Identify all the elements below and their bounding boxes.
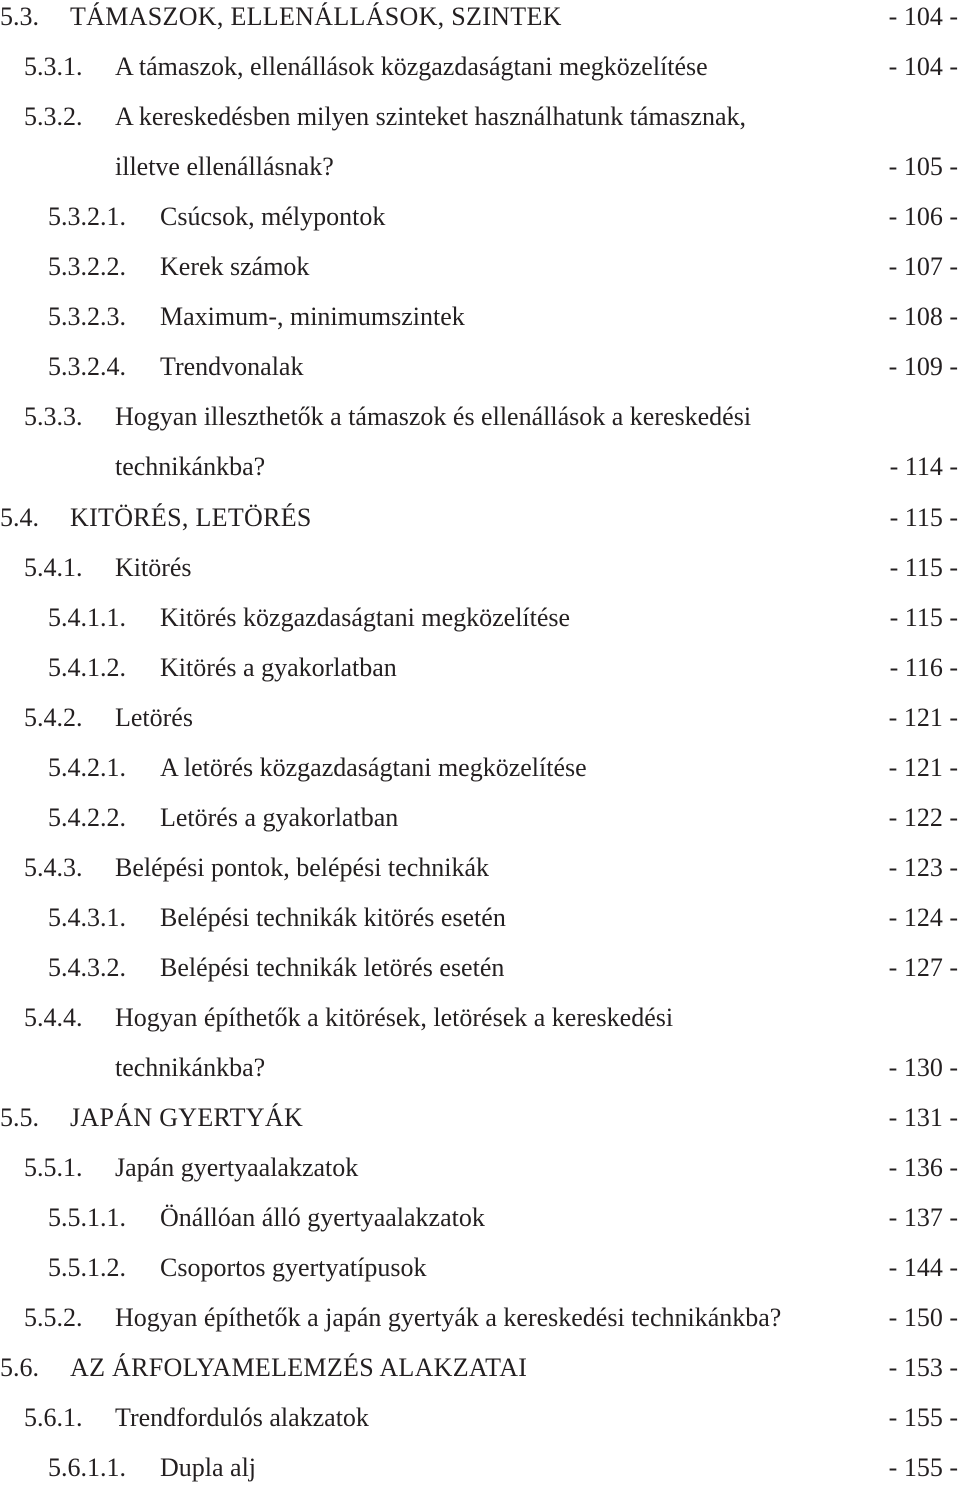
toc-entry-page: - 150 - <box>888 1303 958 1333</box>
toc-entry-title: Maximum-, minimumszintek <box>160 302 465 332</box>
toc-entry-page: - 105 - <box>888 152 958 182</box>
toc-entry-number: 5.4.3. <box>24 852 83 882</box>
toc-entry-title: A letörés közgazdaságtani megközelítése <box>160 752 587 782</box>
toc-entry-title: Csúcsok, mélypontok <box>160 202 386 232</box>
toc-entry <box>0 1002 960 1052</box>
toc-entry <box>0 552 960 602</box>
toc-entry <box>0 802 960 852</box>
toc-entry-title: technikánkba? <box>115 1053 266 1083</box>
toc-entry-number: 5.4.4. <box>24 1003 83 1032</box>
toc-entry <box>0 1152 960 1202</box>
toc-entry-title: Kitörés <box>115 552 192 582</box>
toc-entry-number: 5.4.3.2. <box>48 952 126 982</box>
toc-entry-title: Hogyan építhetők a kitörések, letörések a kereskedési <box>115 1003 674 1032</box>
toc-entry-number: 5.3.2.3. <box>48 302 126 332</box>
toc-entry-number: 5.6. <box>0 1353 39 1383</box>
toc-entry-page: - 115 - <box>889 602 958 632</box>
toc-entry-title: Japán gyertyaalakzatok <box>115 1153 359 1183</box>
toc-entry-page: - 121 - <box>888 702 958 732</box>
toc-entry-number: 5.4. <box>0 502 39 532</box>
toc-entry <box>0 101 960 151</box>
toc-entry <box>0 151 960 201</box>
toc-entry-title: Letörés <box>115 702 193 732</box>
toc-entry-title: JAPÁN GYERTYÁK <box>70 1103 304 1133</box>
toc-entry <box>0 952 960 1002</box>
toc-entry <box>0 1402 960 1452</box>
toc-entry <box>0 351 960 401</box>
toc-entry-page: - 115 - <box>889 502 958 532</box>
toc-entry-title: Trendfordulós alakzatok <box>115 1403 369 1433</box>
toc-entry-page: - 122 - <box>888 802 958 832</box>
toc-entry <box>0 702 960 752</box>
toc-entry-page: - 136 - <box>888 1153 958 1183</box>
toc-entry-page: - 107 - <box>888 252 958 282</box>
toc-entry-title: Belépési pontok, belépési technikák <box>115 852 490 882</box>
toc-entry-page: - 137 - <box>888 1203 958 1233</box>
toc-entry-number: 5.4.3.1. <box>48 902 126 932</box>
toc-entry <box>0 752 960 802</box>
toc-entry-number: 5.3. <box>0 2 39 31</box>
toc-entry-number: 5.4.2. <box>24 702 83 732</box>
toc-entry-title: A támaszok, ellenállások közgazdaságtani megközelítése <box>115 52 708 82</box>
toc-entry-title: Hogyan építhetők a japán gyertyák a kereskedési technikánkba? <box>115 1303 782 1333</box>
toc-entry-page: - 144 - <box>888 1253 958 1283</box>
toc-entry-number: 5.4.2.1. <box>48 752 126 782</box>
toc-entry-number: 5.3.2.4. <box>48 352 126 382</box>
toc-entry-page: - 124 - <box>888 902 958 932</box>
toc-entry-number: 5.5.2. <box>24 1303 83 1333</box>
toc-entry-page: - 153 - <box>888 1353 958 1383</box>
toc-entry-title: Letörés a gyakorlatban <box>160 802 399 832</box>
toc-entry-page: - 108 - <box>888 302 958 332</box>
toc-entry <box>0 51 960 101</box>
toc-entry-page: - 106 - <box>888 202 958 232</box>
toc-entry-title: technikánkba? <box>115 452 266 482</box>
toc-entry-page: - 127 - <box>888 952 958 982</box>
toc-entry <box>0 201 960 251</box>
toc-entry-page: - 116 - <box>889 652 958 682</box>
toc-entry <box>0 1052 960 1102</box>
toc-entry <box>0 502 960 552</box>
toc-entry-page: - 114 - <box>889 452 958 482</box>
toc-entry <box>0 1452 960 1502</box>
toc-entry <box>0 1252 960 1302</box>
toc-entry-title: Csoportos gyertyatípusok <box>160 1253 427 1283</box>
toc-entry-page: - 121 - <box>888 752 958 782</box>
toc-entry <box>0 1102 960 1152</box>
toc-entry-number: 5.4.1. <box>24 552 83 582</box>
toc-entry-title: Kitörés a gyakorlatban <box>160 652 397 682</box>
toc-entry-number: 5.3.2.1. <box>48 202 126 232</box>
toc-entry-title: KITÖRÉS, LETÖRÉS <box>70 502 312 532</box>
toc-entry-page: - 155 - <box>888 1403 958 1433</box>
toc-entry <box>0 1352 960 1402</box>
toc-entry-page: - 104 - <box>888 2 958 31</box>
toc-entry-page: - 123 - <box>888 852 958 882</box>
toc-entry-page: - 115 - <box>889 552 958 582</box>
toc-entry-title: Önállóan álló gyertyaalakzatok <box>160 1203 485 1233</box>
toc-entry-number: 5.3.3. <box>24 402 83 432</box>
toc-entry-number: 5.4.2.2. <box>48 802 126 832</box>
toc-entry-title: Trendvonalak <box>160 352 304 382</box>
toc-entry-page: - 131 - <box>888 1103 958 1133</box>
toc-entry-title: Kerek számok <box>160 252 310 282</box>
toc-entry-title: AZ ÁRFOLYAMELEMZÉS ALAKZATAI <box>70 1353 528 1383</box>
toc-entry-title: TÁMASZOK, ELLENÁLLÁSOK, SZINTEK <box>70 2 562 31</box>
toc-entry-page: - 155 - <box>888 1453 958 1483</box>
toc-entry <box>0 1202 960 1252</box>
toc-entry-number: 5.3.1. <box>24 52 83 82</box>
toc-entry <box>0 401 960 451</box>
toc-entry-number: 5.3.2.2. <box>48 252 126 282</box>
toc-entry <box>0 1 960 51</box>
toc-entry-title: A kereskedésben milyen szinteket használhatunk támasznak, <box>115 102 747 132</box>
toc-entry <box>0 251 960 301</box>
toc-entry-number: 5.5.1.1. <box>48 1203 126 1233</box>
toc-entry <box>0 301 960 351</box>
toc-entry-title: Kitörés közgazdaságtani megközelítése <box>160 602 571 632</box>
toc-entry-page: - 104 - <box>888 52 958 82</box>
toc-entry <box>0 902 960 952</box>
toc-entry-title: Belépési technikák letörés esetén <box>160 952 505 982</box>
toc-entry-page: - 109 - <box>888 352 958 382</box>
toc-entry-number: 5.4.1.1. <box>48 602 126 632</box>
toc-entry <box>0 451 960 501</box>
toc-entry-number: 5.3.2. <box>24 102 83 132</box>
toc-entry <box>0 652 960 702</box>
toc-entry-number: 5.5.1.2. <box>48 1253 126 1283</box>
toc-entry-title: illetve ellenállásnak? <box>115 152 334 182</box>
toc-entry-number: 5.6.1.1. <box>48 1453 126 1483</box>
toc-entry-title: Hogyan illeszthetők a támaszok és ellenállások a kereskedési <box>115 402 752 432</box>
toc-entry-page: - 130 - <box>888 1053 958 1083</box>
toc-entry-number: 5.5. <box>0 1103 39 1133</box>
toc-entry <box>0 602 960 652</box>
toc-entry-title: Belépési technikák kitörés esetén <box>160 902 506 932</box>
toc-entry-title: Dupla alj <box>160 1453 257 1483</box>
toc-entry-number: 5.5.1. <box>24 1153 83 1183</box>
toc-entry <box>0 852 960 902</box>
toc-entry-number: 5.6.1. <box>24 1403 83 1433</box>
toc-entry-number: 5.4.1.2. <box>48 652 126 682</box>
toc-entry <box>0 1302 960 1352</box>
